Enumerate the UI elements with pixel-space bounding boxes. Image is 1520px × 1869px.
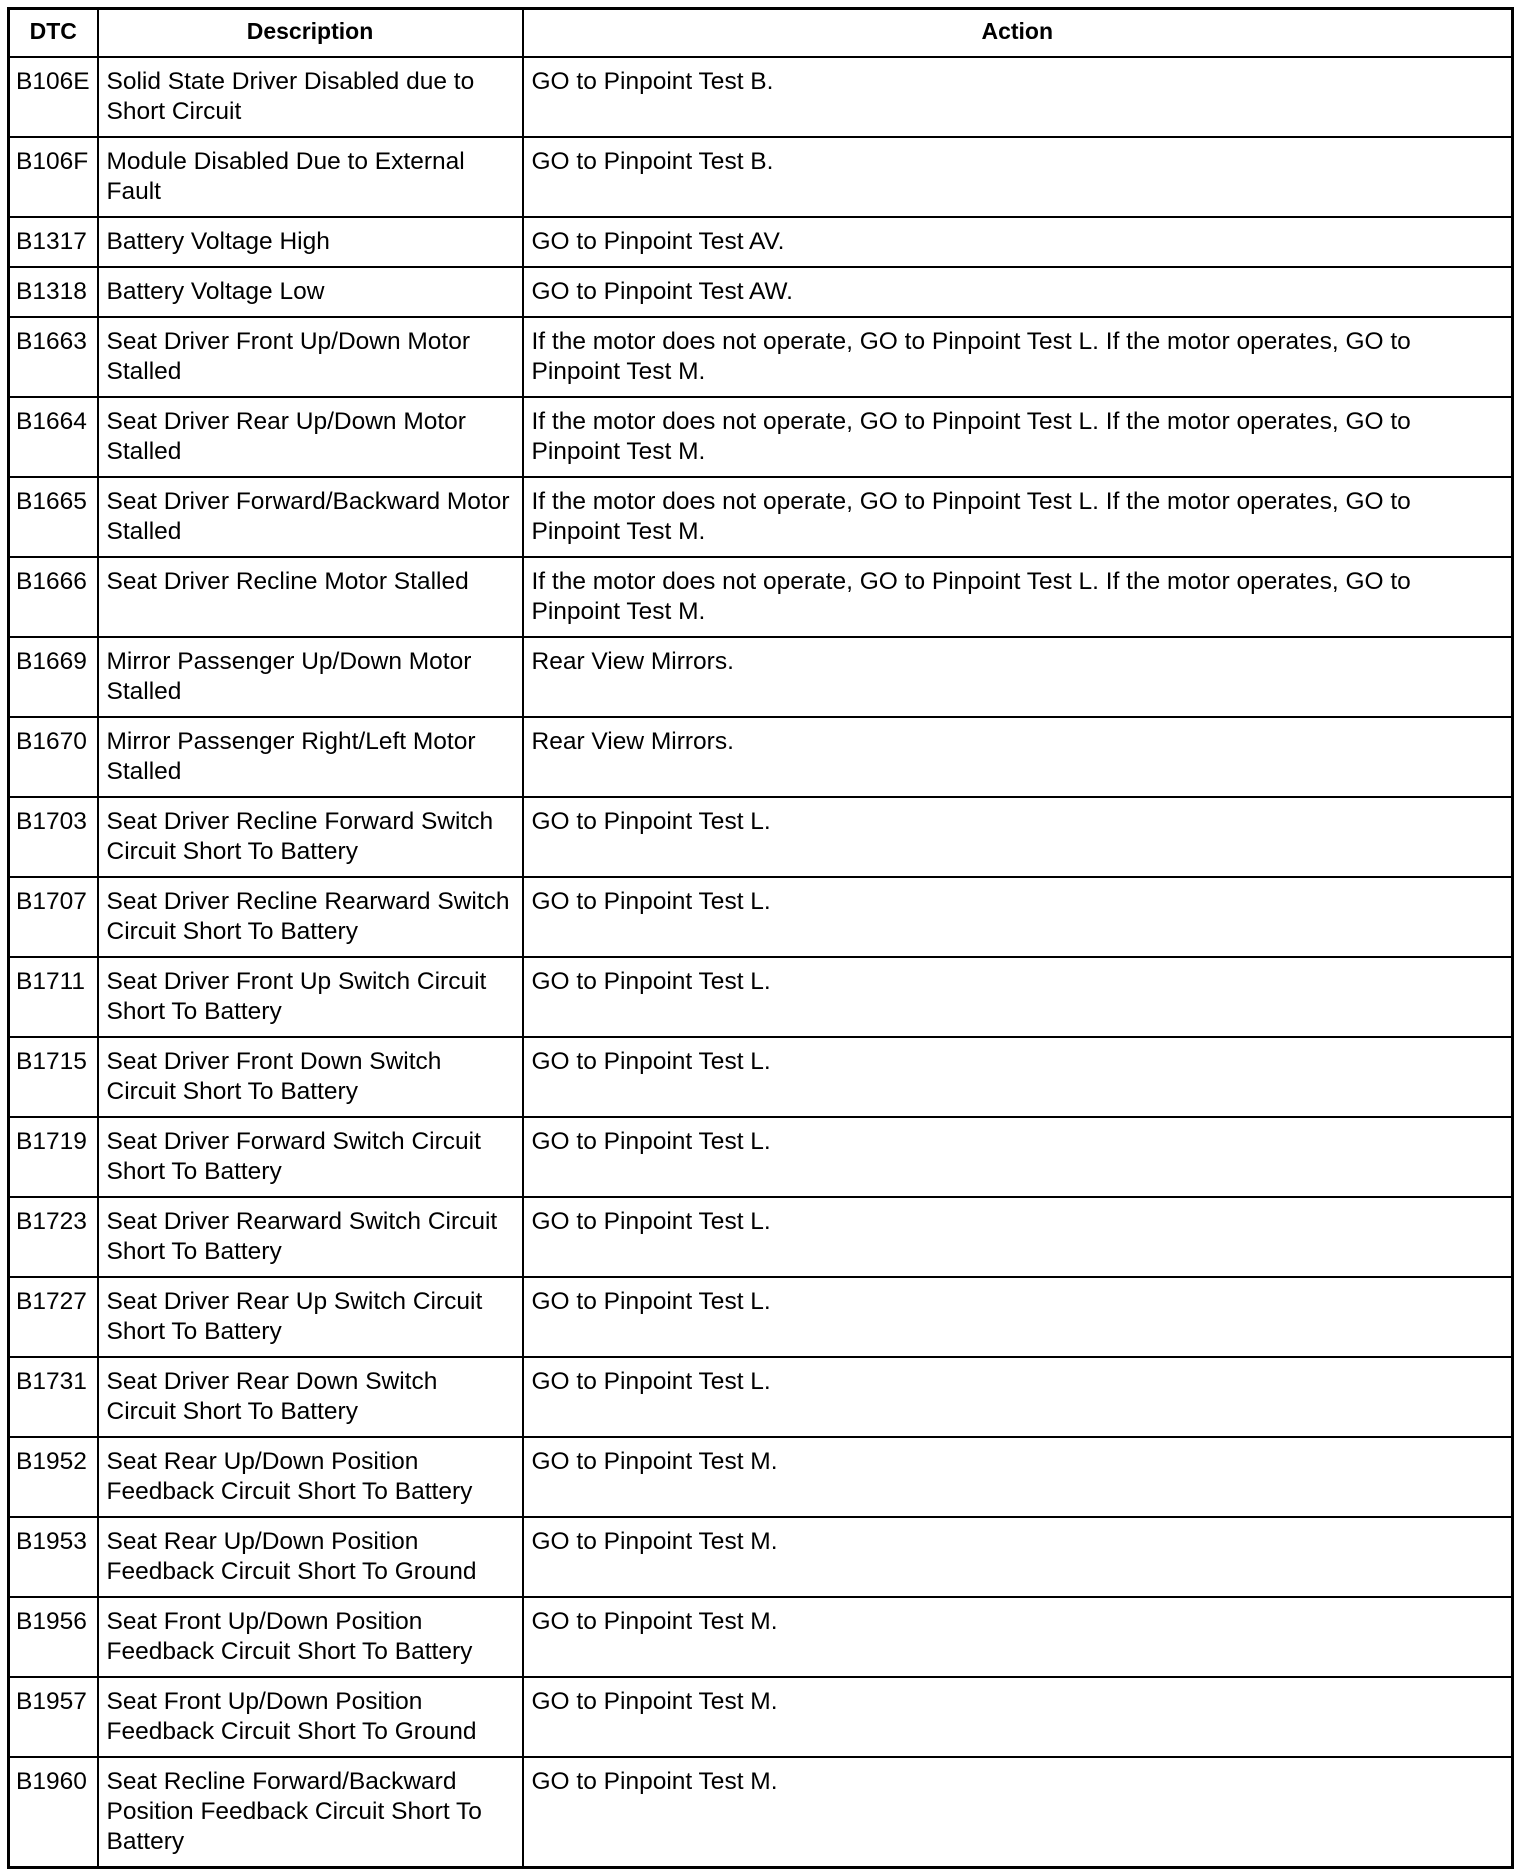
table-row — [9, 137, 1513, 217]
dtc-code-cell: B1318 — [9, 267, 98, 317]
description-cell: Seat Driver Front Up/Down Motor Stalled — [98, 317, 523, 397]
action-cell: GO to Pinpoint Test L. — [523, 957, 1513, 1037]
table-row — [9, 1677, 1513, 1757]
action-cell: Rear View Mirrors. — [523, 637, 1513, 717]
description-cell: Seat Driver Rear Up/Down Motor Stalled — [98, 397, 523, 477]
dtc-code-cell: B1670 — [9, 717, 98, 797]
action-cell: GO to Pinpoint Test B. — [523, 137, 1513, 217]
action-cell: GO to Pinpoint Test L. — [523, 1277, 1513, 1357]
description-cell: Seat Driver Rearward Switch Circuit Short To Battery — [98, 1197, 523, 1277]
action-cell: GO to Pinpoint Test M. — [523, 1757, 1513, 1868]
description-cell: Seat Driver Front Up Switch Circuit Short To Battery — [98, 957, 523, 1037]
table-row — [9, 1517, 1513, 1597]
action-cell: GO to Pinpoint Test M. — [523, 1597, 1513, 1677]
table-row — [9, 717, 1513, 797]
action-cell: If the motor does not operate, GO to Pinpoint Test L. If the motor operates, GO to Pinpoint Test M. — [523, 557, 1513, 637]
dtc-code-cell: B1707 — [9, 877, 98, 957]
description-cell: Seat Driver Recline Forward Switch Circuit Short To Battery — [98, 797, 523, 877]
dtc-code-cell: B1719 — [9, 1117, 98, 1197]
action-cell: GO to Pinpoint Test AW. — [523, 267, 1513, 317]
header-description: Description — [98, 9, 523, 58]
dtc-table — [7, 7, 1514, 1869]
description-cell: Seat Front Up/Down Position Feedback Circuit Short To Ground — [98, 1677, 523, 1757]
action-cell: GO to Pinpoint Test B. — [523, 57, 1513, 137]
table-row — [9, 1357, 1513, 1437]
action-cell: If the motor does not operate, GO to Pinpoint Test L. If the motor operates, GO to Pinpoint Test M. — [523, 317, 1513, 397]
description-cell: Battery Voltage Low — [98, 267, 523, 317]
table-row — [9, 1037, 1513, 1117]
table-row — [9, 317, 1513, 397]
dtc-code-cell: B1953 — [9, 1517, 98, 1597]
action-cell: GO to Pinpoint Test L. — [523, 1197, 1513, 1277]
description-cell: Module Disabled Due to External Fault — [98, 137, 523, 217]
table-row — [9, 797, 1513, 877]
dtc-code-cell: B1731 — [9, 1357, 98, 1437]
dtc-code-cell: B1723 — [9, 1197, 98, 1277]
description-cell: Seat Driver Rear Down Switch Circuit Short To Battery — [98, 1357, 523, 1437]
table-row — [9, 1437, 1513, 1517]
description-cell: Mirror Passenger Right/Left Motor Stalled — [98, 717, 523, 797]
action-cell: GO to Pinpoint Test M. — [523, 1677, 1513, 1757]
table-header-row — [9, 9, 1513, 58]
description-cell: Battery Voltage High — [98, 217, 523, 267]
action-cell: GO to Pinpoint Test L. — [523, 877, 1513, 957]
dtc-code-cell: B1703 — [9, 797, 98, 877]
dtc-code-cell: B106F — [9, 137, 98, 217]
action-cell: GO to Pinpoint Test L. — [523, 1357, 1513, 1437]
dtc-code-cell: B1665 — [9, 477, 98, 557]
description-cell: Seat Driver Recline Motor Stalled — [98, 557, 523, 637]
dtc-code-cell: B1957 — [9, 1677, 98, 1757]
action-cell: If the motor does not operate, GO to Pinpoint Test L. If the motor operates, GO to Pinpoint Test M. — [523, 397, 1513, 477]
header-action: Action — [523, 9, 1513, 58]
description-cell: Seat Driver Recline Rearward Switch Circuit Short To Battery — [98, 877, 523, 957]
table-row — [9, 557, 1513, 637]
description-cell: Seat Recline Forward/Backward Position Feedback Circuit Short To Battery — [98, 1757, 523, 1868]
description-cell: Seat Driver Rear Up Switch Circuit Short To Battery — [98, 1277, 523, 1357]
dtc-code-cell: B1711 — [9, 957, 98, 1037]
dtc-code-cell: B1663 — [9, 317, 98, 397]
dtc-table-container — [7, 7, 1514, 1869]
action-cell: GO to Pinpoint Test M. — [523, 1517, 1513, 1597]
description-cell: Mirror Passenger Up/Down Motor Stalled — [98, 637, 523, 717]
action-cell: GO to Pinpoint Test L. — [523, 1117, 1513, 1197]
description-cell: Seat Driver Front Down Switch Circuit Short To Battery — [98, 1037, 523, 1117]
table-row — [9, 267, 1513, 317]
action-cell: GO to Pinpoint Test L. — [523, 1037, 1513, 1117]
description-cell: Seat Front Up/Down Position Feedback Circuit Short To Battery — [98, 1597, 523, 1677]
dtc-code-cell: B1952 — [9, 1437, 98, 1517]
dtc-code-cell: B1727 — [9, 1277, 98, 1357]
table-row — [9, 57, 1513, 137]
table-row — [9, 1277, 1513, 1357]
description-cell: Seat Rear Up/Down Position Feedback Circuit Short To Battery — [98, 1437, 523, 1517]
description-cell: Seat Rear Up/Down Position Feedback Circuit Short To Ground — [98, 1517, 523, 1597]
description-cell: Seat Driver Forward/Backward Motor Stalled — [98, 477, 523, 557]
table-row — [9, 477, 1513, 557]
action-cell: GO to Pinpoint Test AV. — [523, 217, 1513, 267]
dtc-code-cell: B1666 — [9, 557, 98, 637]
dtc-code-cell: B1317 — [9, 217, 98, 267]
dtc-code-cell: B1664 — [9, 397, 98, 477]
table-row — [9, 877, 1513, 957]
dtc-code-cell: B106E — [9, 57, 98, 137]
table-row — [9, 1117, 1513, 1197]
description-cell: Solid State Driver Disabled due to Short Circuit — [98, 57, 523, 137]
header-dtc: DTC — [9, 9, 98, 58]
dtc-code-cell: B1956 — [9, 1597, 98, 1677]
dtc-code-cell: B1669 — [9, 637, 98, 717]
dtc-code-cell: B1960 — [9, 1757, 98, 1868]
action-cell: GO to Pinpoint Test M. — [523, 1437, 1513, 1517]
table-row — [9, 1757, 1513, 1868]
table-row — [9, 217, 1513, 267]
dtc-code-cell: B1715 — [9, 1037, 98, 1117]
description-cell: Seat Driver Forward Switch Circuit Short To Battery — [98, 1117, 523, 1197]
table-row — [9, 637, 1513, 717]
table-row — [9, 397, 1513, 477]
action-cell: If the motor does not operate, GO to Pinpoint Test L. If the motor operates, GO to Pinpoint Test M. — [523, 477, 1513, 557]
action-cell: GO to Pinpoint Test L. — [523, 797, 1513, 877]
table-body — [9, 57, 1513, 1868]
table-row — [9, 957, 1513, 1037]
table-row — [9, 1597, 1513, 1677]
action-cell: Rear View Mirrors. — [523, 717, 1513, 797]
table-row — [9, 1197, 1513, 1277]
